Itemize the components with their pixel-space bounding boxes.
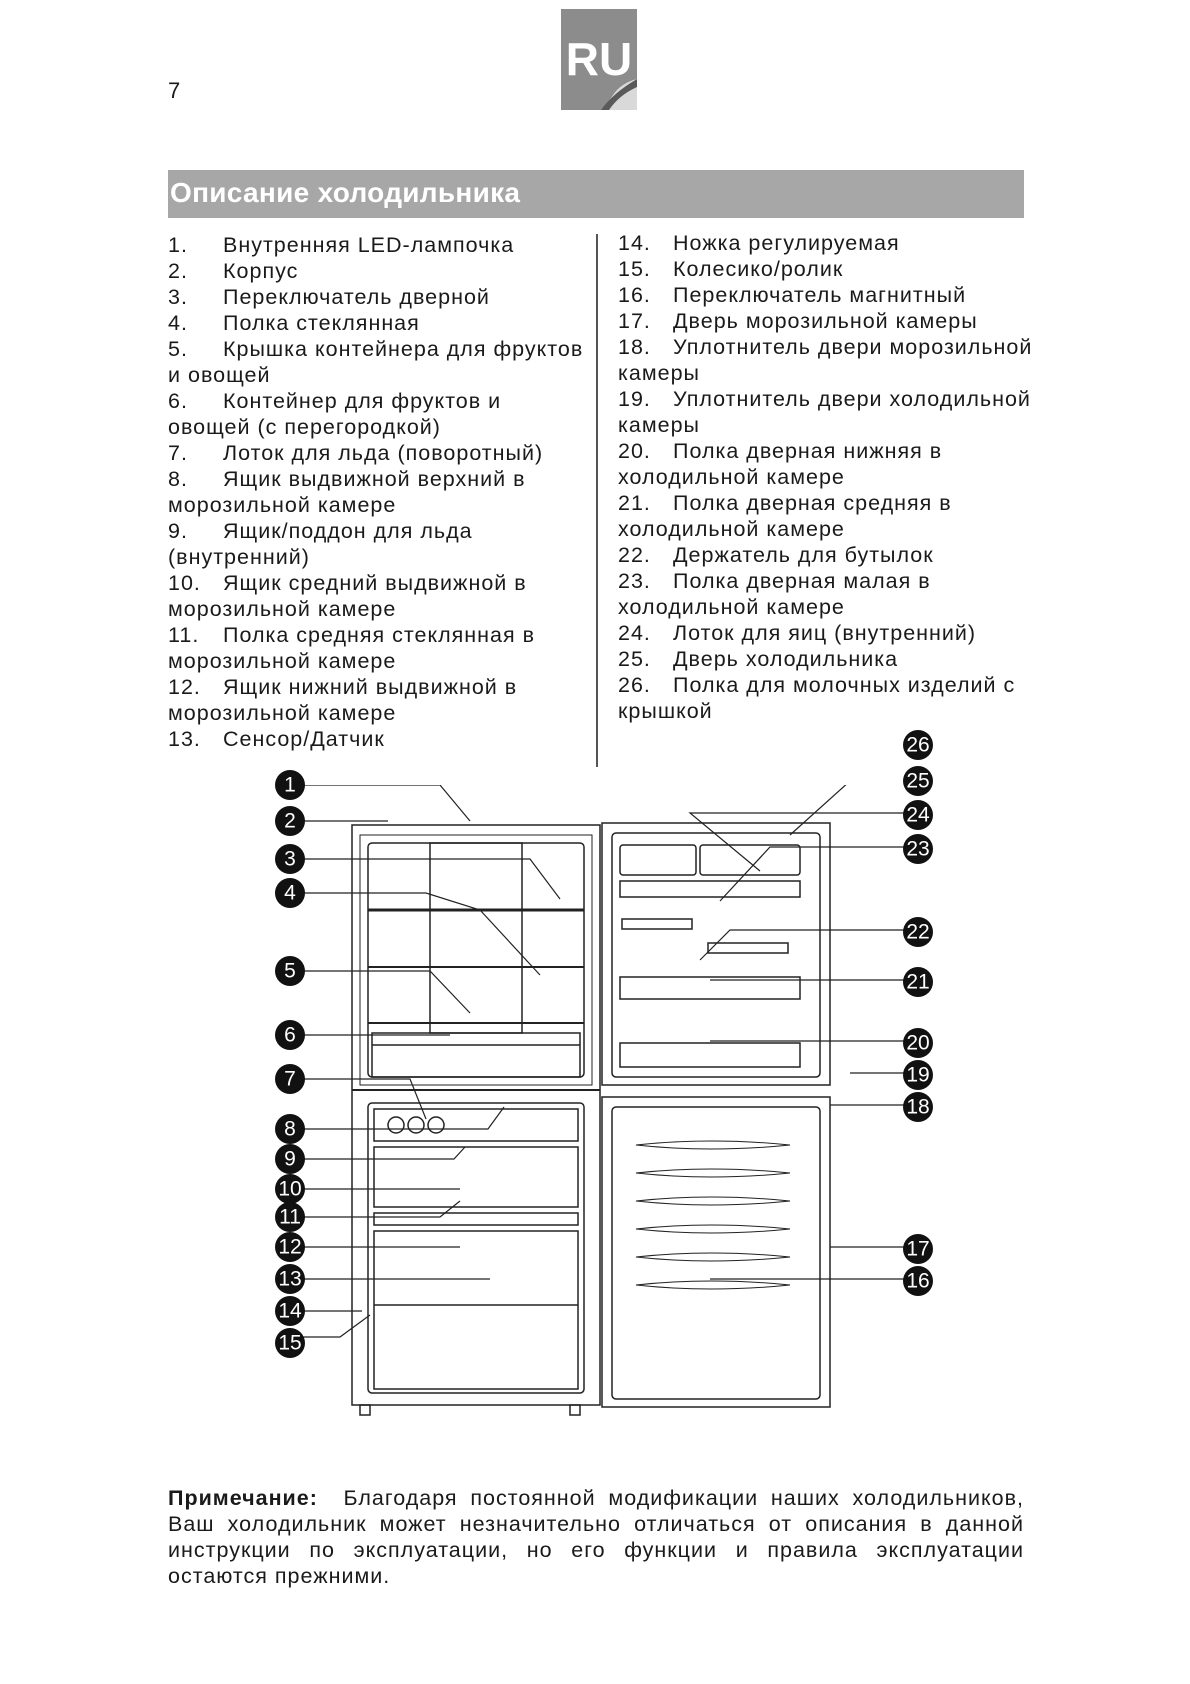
parts-list-left	[168, 232, 588, 752]
list-item: 26. Полка для молочных изделий с крышкой	[618, 673, 1016, 723]
svg-text:11: 11	[279, 1205, 301, 1229]
callout-8	[275, 1114, 305, 1144]
callout-16	[903, 1266, 933, 1296]
list-item: 19. Уплотнитель двери холодильной камеры	[618, 387, 1031, 437]
callout-1	[275, 770, 305, 800]
list-item: 22. Держатель для бутылок	[618, 543, 934, 567]
note-paragraph	[168, 1485, 1024, 1589]
list-item: 2. Корпус	[168, 259, 299, 283]
callout-23	[903, 834, 933, 864]
svg-text:6: 6	[284, 1023, 296, 1047]
svg-text:1: 1	[284, 773, 296, 797]
callout-17	[903, 1234, 933, 1264]
list-item: 5. Крышка контейнера для фруктов и овощей	[168, 337, 584, 387]
note-label: Примечание:	[168, 1486, 318, 1510]
callout-9	[275, 1144, 305, 1174]
callout-6	[275, 1020, 305, 1050]
callout-19	[903, 1060, 933, 1090]
list-item: 21. Полка дверная средняя в холодильной камере	[618, 491, 952, 541]
list-item: 12. Ящик нижний выдвижной в морозильной камере	[168, 675, 518, 725]
list-item: 15. Колесико/ролик	[618, 257, 844, 281]
svg-text:20: 20	[906, 1031, 930, 1055]
svg-text:19: 19	[906, 1063, 930, 1087]
callout-22	[903, 917, 933, 947]
callout-4	[275, 878, 305, 908]
svg-text:23: 23	[906, 837, 930, 861]
svg-text:26: 26	[906, 733, 930, 757]
list-item: 4. Полка стеклянная	[168, 311, 420, 335]
svg-text:25: 25	[906, 769, 930, 793]
callout-15	[275, 1328, 305, 1358]
callout-26	[903, 730, 933, 760]
svg-text:3: 3	[284, 847, 296, 871]
svg-text:24: 24	[906, 803, 930, 827]
callout-11	[275, 1202, 305, 1232]
list-item: 3. Переключатель дверной	[168, 285, 490, 309]
svg-text:2: 2	[284, 809, 296, 833]
svg-text:13: 13	[278, 1267, 302, 1291]
list-item: 6. Контейнер для фруктов и овощей (с перегородкой)	[168, 389, 502, 439]
list-item: 10. Ящик средний выдвижной в морозильной камере	[168, 571, 527, 621]
svg-text:9: 9	[284, 1147, 296, 1171]
list-item: 17. Дверь морозильной камеры	[618, 309, 978, 333]
column-divider	[596, 234, 598, 767]
list-item: 18. Уплотнитель двери морозильной камеры	[618, 335, 1033, 385]
svg-text:7: 7	[284, 1067, 296, 1091]
list-item: 11. Полка средняя стеклянная в морозильной камере	[168, 623, 536, 673]
list-item: 13. Сенсор/Датчик	[168, 727, 385, 751]
list-item: 1. Внутренняя LED-лампочка	[168, 233, 515, 257]
callout-2	[275, 806, 305, 836]
list-item: 23. Полка дверная малая в холодильной камере	[618, 569, 931, 619]
svg-text:8: 8	[284, 1117, 296, 1141]
callout-7	[275, 1064, 305, 1094]
callouts-right	[902, 729, 942, 1429]
svg-text:4: 4	[284, 881, 296, 905]
list-item: 9. Ящик/поддон для льда (внутренний)	[168, 519, 473, 569]
list-item: 8. Ящик выдвижной верхний в морозильной камере	[168, 467, 526, 517]
list-item: 24. Лоток для яиц (внутренний)	[618, 621, 977, 645]
parts-list-right	[618, 230, 1038, 724]
svg-text:15: 15	[278, 1331, 302, 1355]
section-title-bar	[168, 170, 1024, 218]
svg-text:16: 16	[906, 1269, 930, 1293]
callout-20	[903, 1028, 933, 1058]
leader-lines	[302, 785, 918, 1337]
svg-text:5: 5	[284, 959, 296, 983]
callout-14	[275, 1296, 305, 1326]
callout-12	[275, 1232, 305, 1262]
svg-text:12: 12	[278, 1235, 302, 1259]
list-item: 14. Ножка регулируемая	[618, 231, 900, 255]
list-item: 20. Полка дверная нижняя в холодильной камере	[618, 439, 943, 489]
callout-5	[275, 956, 305, 986]
language-badge-text: RU	[565, 33, 633, 85]
list-item: 7. Лоток для льда (поворотный)	[168, 441, 544, 465]
svg-text:22: 22	[906, 920, 930, 944]
callout-10	[275, 1174, 305, 1204]
language-badge	[561, 9, 637, 110]
list-item: 16. Переключатель магнитный	[618, 283, 967, 307]
callout-24	[903, 800, 933, 830]
callout-18	[903, 1092, 933, 1122]
callouts-left	[274, 769, 314, 1409]
section-title: Описание холодильника	[170, 177, 521, 208]
callout-21	[903, 967, 933, 997]
fridge-body-outline	[352, 823, 830, 1415]
svg-text:14: 14	[278, 1299, 302, 1323]
callout-25	[903, 766, 933, 796]
list-item: 25. Дверь холодильника	[618, 647, 899, 671]
callout-13	[275, 1264, 305, 1294]
svg-text:17: 17	[906, 1237, 930, 1261]
svg-text:18: 18	[906, 1095, 930, 1119]
fridge-diagram	[278, 733, 930, 1470]
callout-3	[275, 844, 305, 874]
svg-text:10: 10	[278, 1177, 302, 1201]
svg-text:21: 21	[906, 970, 930, 994]
note-text: Благодаря постоянной модификации наших холодильников, Ваш холодильник может незначительно отличаться от описания в данной инструкции по эксплуатации, но его функции и правила эксплуатации остаются прежними.	[168, 1486, 1024, 1588]
page-number: 7	[168, 78, 181, 103]
